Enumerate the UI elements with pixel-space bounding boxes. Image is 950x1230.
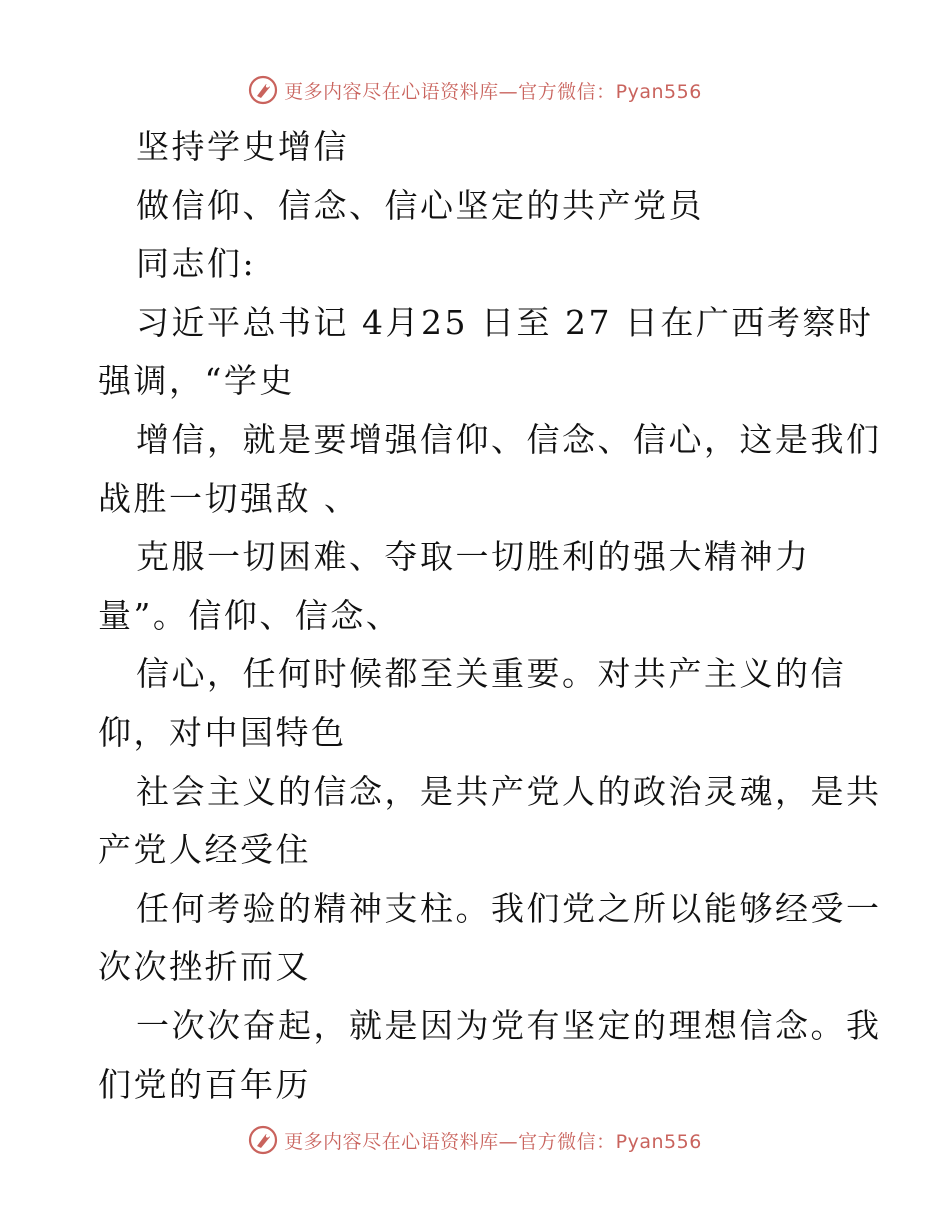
text-line: 次次挫折而又 (98, 947, 311, 987)
watermark-text: 更多内容尽在心语资料库—官方微信：Pyan556 (284, 1130, 702, 1153)
text-line: 们党的百年历 (98, 1064, 311, 1104)
text-line: 战胜一切强敌 、 (98, 478, 360, 518)
text-line: 信心，任何时候都至关重要。对共产主义的信 (136, 654, 846, 694)
text-line: 社会主义的信念，是共产党人的政治灵魂，是共 (136, 771, 882, 811)
text-line: 做信仰、信念、信心坚定的共产党员 (136, 185, 704, 225)
watermark-header (0, 72, 950, 108)
text-line: 克服一切困难、夺取一切胜利的强大精神力 (136, 537, 811, 577)
pen-nib-logo-icon (248, 1125, 278, 1155)
text-line: 增信，就是要增强信仰、信念、信心，这是我们 (136, 419, 882, 459)
pen-nib-logo-icon (248, 75, 278, 105)
text-line: 强调，“学史 (98, 361, 295, 401)
text-line: 同志们: (136, 244, 257, 284)
watermark-text: 更多内容尽在心语资料库—官方微信：Pyan556 (284, 80, 702, 103)
text-line: 仰，对中国特色 (98, 712, 347, 752)
text-line: 产党人经受住 (98, 830, 311, 870)
text-line: 坚持学史增信 (136, 127, 349, 166)
text-line: 量”。信仰、信念、 (98, 595, 402, 635)
document-body (98, 118, 882, 1114)
text-line: 习近平总书记 4月25 日至 27 日在广西考察时 (136, 302, 874, 342)
text-line: 一次次奋起，就是因为党有坚定的理想信念。我 (136, 1005, 882, 1045)
text-line: 任何考验的精神支柱。我们党之所以能够经受一 (136, 888, 882, 928)
watermark-footer (0, 1122, 950, 1158)
